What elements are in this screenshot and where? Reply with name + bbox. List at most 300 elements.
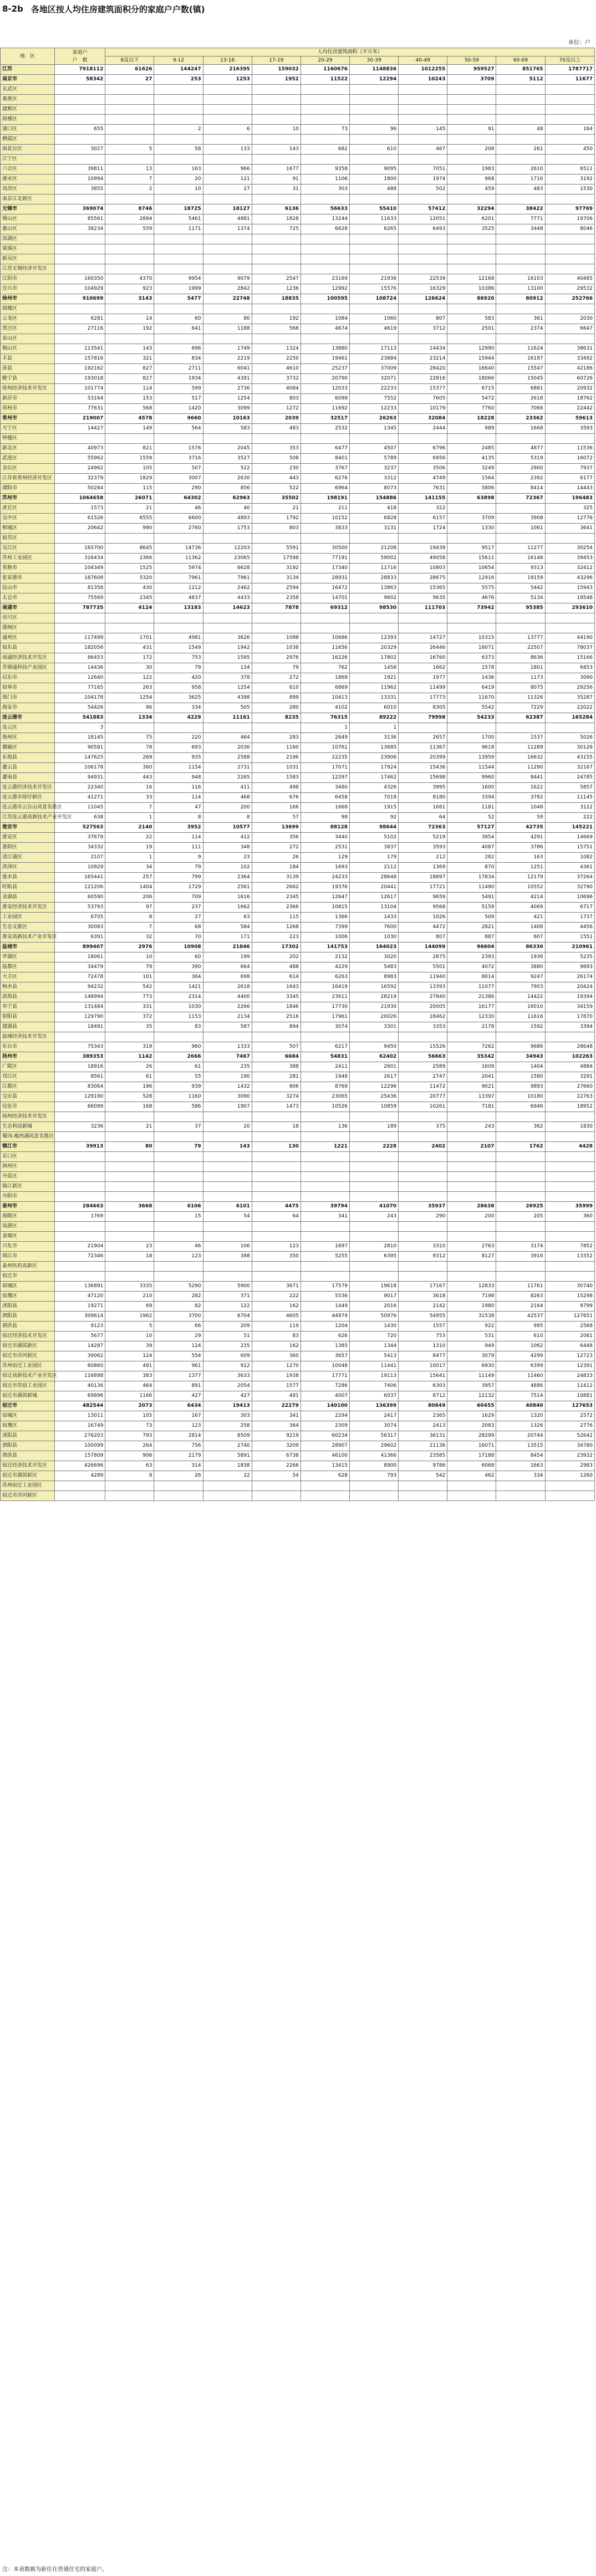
bin-cell: 10 (105, 952, 154, 962)
bin-cell: 216395 (203, 65, 252, 75)
bin-cell: 6 (203, 125, 252, 135)
bin-cell: 522 (203, 464, 252, 474)
bin-cell (154, 105, 203, 115)
bin-cell (496, 254, 545, 264)
region-name: 新吴区 (1, 254, 55, 264)
table-row (1, 843, 595, 853)
table-row (1, 244, 595, 254)
bin-cell: 887 (447, 933, 496, 943)
region-name: 鼓楼区 (1, 115, 55, 125)
bin-cell: 34 (105, 863, 154, 873)
bin-cell: 2760 (154, 524, 203, 534)
bin-cell: 16148 (496, 554, 545, 564)
bin-cell: 9660 (154, 414, 203, 424)
bin-cell: 7605 (399, 394, 447, 404)
bin-cell: 13685 (350, 743, 399, 753)
bin-cell: 48 (496, 125, 545, 135)
bin-cell: 11677 (545, 75, 594, 85)
total-cell: 129790 (54, 1012, 105, 1022)
bin-cell: 2662 (252, 883, 300, 893)
table-row (1, 1302, 595, 1312)
bin-cell: 2601 (350, 1062, 399, 1072)
bin-cell: 20790 (300, 374, 349, 384)
bin-cell: 16632 (496, 753, 545, 763)
bin-cell (545, 264, 594, 274)
bin-cell: 39453 (545, 554, 594, 564)
table-row (1, 833, 595, 843)
bin-cell: 28299 (447, 1431, 496, 1441)
bin-cell: 1221 (300, 1142, 349, 1152)
bin-cell: 15641 (399, 1371, 447, 1381)
bin-cell (300, 1032, 349, 1042)
bin-cell: 322 (399, 504, 447, 514)
bin-cell: 17721 (399, 883, 447, 893)
bin-cell: 16010 (496, 1002, 545, 1012)
bin-cell: 542 (105, 982, 154, 992)
bin-cell: 10696 (545, 893, 594, 903)
bin-cell: 2294 (300, 1411, 349, 1421)
table-row (1, 1212, 595, 1222)
bin-cell: 1433 (350, 913, 399, 923)
bin-cell: 166 (252, 803, 300, 813)
bin-cell: 20026 (350, 1012, 399, 1022)
bin-cell: 79 (154, 1142, 203, 1152)
bin-cell: 5501 (399, 962, 447, 972)
table-row (1, 982, 595, 992)
bin-cell: 26 (252, 853, 300, 863)
bin-cell: 1716 (496, 175, 545, 185)
region-name: 滨湖区 (1, 234, 55, 244)
bin-cell (154, 613, 203, 623)
bin-cell: 46 (154, 504, 203, 514)
bin-cell (154, 85, 203, 95)
region-name: 宝应县 (1, 1092, 55, 1102)
total-cell: 1064658 (54, 494, 105, 504)
bin-cell: 3131 (350, 524, 399, 534)
table-row (1, 1042, 595, 1052)
total-cell: 426696 (54, 1461, 105, 1471)
table-row (1, 1441, 595, 1451)
bin-cell: 19439 (399, 544, 447, 554)
table-row (1, 1172, 595, 1182)
bin-cell (203, 1152, 252, 1162)
bin-cell (496, 1152, 545, 1162)
bin-cell: 13515 (496, 1441, 545, 1451)
bin-cell: 82 (154, 1302, 203, 1312)
bin-cell: 6647 (545, 324, 594, 334)
bin-cell: 37264 (545, 873, 594, 883)
bin-cell: 3174 (496, 1242, 545, 1252)
bin-cell: 12916 (447, 573, 496, 583)
bin-cell: 127653 (545, 1401, 594, 1411)
bin-cell: 348 (203, 843, 252, 853)
region-name: 南通经济技术开发区 (1, 653, 55, 663)
bin-cell: 1974 (399, 175, 447, 185)
table-row (1, 65, 595, 75)
bin-cell: 3668 (105, 1202, 154, 1212)
bin-cell: 2657 (399, 733, 447, 743)
bin-cell (203, 1172, 252, 1182)
bin-cell: 37 (154, 1122, 203, 1132)
bin-cell: 208 (447, 145, 496, 155)
bin-cell (399, 1192, 447, 1202)
bin-cell (496, 135, 545, 145)
bin-cell: 6717 (545, 903, 594, 913)
bin-cell: 171 (203, 933, 252, 943)
bin-cell: 19113 (350, 1371, 399, 1381)
table-row (1, 1142, 595, 1152)
bin-cell: 209 (203, 1322, 252, 1331)
bin-cell: 2842 (203, 284, 252, 294)
bin-cell: 16197 (496, 354, 545, 364)
bin-cell: 1160 (154, 1092, 203, 1102)
bin-cell: 23932 (545, 1451, 594, 1461)
bin-cell: 1272 (252, 404, 300, 414)
bin-cell (300, 1491, 349, 1501)
bin-cell: 68 (154, 923, 203, 933)
table-row (1, 1012, 595, 1022)
bin-cell (545, 1182, 594, 1192)
table-title-text: 各地区按人均住房建筑面积分的家庭户户数(镇) (30, 4, 205, 14)
bin-cell: 375 (399, 1122, 447, 1132)
bin-cell: 412 (203, 833, 252, 843)
total-cell: 113541 (54, 344, 105, 354)
bin-cell: 6068 (447, 1461, 496, 1471)
bin-cell (154, 1152, 203, 1162)
bin-cell (105, 613, 154, 623)
bin-cell (545, 1272, 594, 1282)
bin-cell: 1333 (203, 1042, 252, 1052)
bin-cell: 1458 (350, 663, 399, 673)
table-row (1, 643, 595, 653)
bin-cell (399, 1232, 447, 1242)
bin-cell: 114 (154, 833, 203, 843)
bin-cell: 1473 (252, 1102, 300, 1112)
bin-cell: 5319 (496, 454, 545, 464)
bin-cell: 64 (399, 813, 447, 823)
bin-cell: 122 (203, 1302, 252, 1312)
bin-cell: 23362 (496, 414, 545, 424)
bin-cell: 91 (252, 175, 300, 185)
bin-cell: 6217 (300, 1042, 349, 1052)
bin-cell: 2314 (154, 992, 203, 1002)
bin-cell (300, 264, 349, 274)
bin-cell (300, 1162, 349, 1172)
bin-cell (252, 264, 300, 274)
bin-cell: 20399 (399, 753, 447, 763)
bin-cell: 2649 (300, 733, 349, 743)
bin-cell: 12617 (350, 893, 399, 903)
bin-cell: 1062 (496, 1341, 545, 1351)
region-name: 苏州市 (1, 494, 55, 504)
bin-cell (399, 155, 447, 165)
bin-cell: 280 (252, 703, 300, 713)
region-name: 邗江区 (1, 1072, 55, 1082)
table-row (1, 1192, 595, 1202)
bin-cell: 54 (203, 1212, 252, 1222)
bin-cell (545, 1172, 594, 1182)
table-row (1, 1421, 595, 1431)
bin-cell: 28648 (350, 873, 399, 883)
total-cell: 69896 (54, 1391, 105, 1401)
bin-cell (105, 194, 154, 204)
bin-cell: 8 (105, 913, 154, 923)
bin-cell (350, 534, 399, 544)
bin-cell (399, 1491, 447, 1501)
bin-cell: 7878 (252, 603, 300, 613)
bin-cell: 11460 (496, 1371, 545, 1381)
bin-cell: 3880 (496, 962, 545, 972)
bin-cell (252, 115, 300, 125)
bin-cell: 9786 (399, 1461, 447, 1471)
region-name: 镇江新区 (1, 1182, 55, 1192)
bin-cell: 1212 (154, 583, 203, 593)
region-name: 灌南县 (1, 773, 55, 783)
total-cell: 8561 (54, 1072, 105, 1082)
bin-cell: 799 (154, 873, 203, 883)
bin-cell: 1060 (350, 314, 399, 324)
bin-cell: 86920 (447, 294, 496, 304)
bin-cell (203, 1222, 252, 1232)
bin-cell: 63 (105, 1461, 154, 1471)
total-cell: 14427 (54, 424, 105, 434)
bin-cell: 1404 (105, 883, 154, 893)
region-name: 广陵区 (1, 1062, 55, 1072)
table-row (1, 364, 595, 374)
bin-cell: 6555 (105, 514, 154, 524)
table-row (1, 424, 595, 434)
table-row (1, 474, 595, 484)
bin-cell: 383 (105, 1371, 154, 1381)
region-name: 徐州经济技术开发区 (1, 384, 55, 394)
bin-cell: 9358 (300, 165, 349, 175)
bin-cell: 990 (105, 524, 154, 534)
bin-cell: 16329 (399, 284, 447, 294)
bin-cell: 6946 (496, 1102, 545, 1112)
total-cell: 81358 (54, 583, 105, 593)
bin-cell: 26925 (496, 1202, 545, 1212)
bin-cell: 6395 (350, 1252, 399, 1262)
bin-cell: 4456 (545, 923, 594, 933)
bin-cell: 32294 (447, 204, 496, 214)
bin-cell (447, 264, 496, 274)
total-cell: 482544 (54, 1401, 105, 1411)
bin-cell: 2618 (496, 394, 545, 404)
bin-cell (252, 723, 300, 733)
bin-cell: 60 (154, 314, 203, 324)
bin-cell (105, 85, 154, 95)
bin-cell: 5235 (545, 952, 594, 962)
bin-cell: 6828 (350, 514, 399, 524)
table-row (1, 1032, 595, 1042)
bin-cell (447, 85, 496, 95)
header-bin: 8及以下 (105, 57, 154, 65)
bin-cell (300, 1112, 349, 1122)
region-name: 姑苏区 (1, 534, 55, 544)
total-cell: 55962 (54, 454, 105, 464)
bin-cell: 22816 (399, 374, 447, 384)
table-row (1, 1361, 595, 1371)
bin-cell: 28931 (300, 573, 349, 583)
bin-cell: 223 (252, 933, 300, 943)
bin-cell: 75 (105, 733, 154, 743)
bin-cell: 2083 (447, 1421, 496, 1431)
bin-cell (496, 105, 545, 115)
total-cell: 117499 (54, 633, 105, 643)
bin-cell (496, 434, 545, 444)
bin-cell: 14434 (399, 344, 447, 354)
bin-cell (203, 534, 252, 544)
bin-cell: 2900 (496, 464, 545, 474)
bin-cell: 11289 (496, 743, 545, 753)
region-name: 响水县 (1, 982, 55, 992)
bin-cell: 11940 (399, 972, 447, 982)
table-row (1, 504, 595, 514)
bin-cell: 559 (105, 224, 154, 234)
bin-cell: 12992 (300, 284, 349, 294)
bin-cell: 159032 (252, 65, 300, 75)
bin-cell: 2547 (252, 274, 300, 284)
region-name: 宿豫区 (1, 1421, 55, 1431)
bin-cell: 9602 (350, 593, 399, 603)
bin-cell: 1592 (496, 1022, 545, 1032)
total-cell: 3855 (54, 185, 105, 194)
bin-cell (350, 1491, 399, 1501)
bin-cell: 11490 (447, 883, 496, 893)
bin-cell: 73942 (447, 603, 496, 613)
bin-cell: 4881 (203, 214, 252, 224)
bin-cell (447, 304, 496, 314)
bin-cell: 2666 (154, 1052, 203, 1062)
table-row (1, 773, 595, 783)
bin-cell: 220 (154, 733, 203, 743)
bin-cell: 2610 (496, 165, 545, 175)
bin-cell: 2030 (545, 314, 594, 324)
bin-cell: 6738 (252, 1451, 300, 1461)
region-name: 浦口区 (1, 125, 55, 135)
bin-cell: 98 (300, 813, 349, 823)
bin-cell: 1421 (154, 982, 203, 992)
bin-cell (252, 623, 300, 633)
bin-cell: 2444 (399, 424, 447, 434)
bin-cell (252, 304, 300, 314)
table-row (1, 743, 595, 753)
bin-cell: 1153 (154, 1012, 203, 1022)
bin-cell: 5542 (447, 703, 496, 713)
bin-cell: 8014 (447, 972, 496, 982)
bin-cell: 3139 (252, 873, 300, 883)
bin-cell: 341 (300, 1212, 349, 1222)
total-cell (54, 613, 105, 623)
bin-cell: 211 (300, 504, 349, 514)
bin-cell: 1934 (154, 374, 203, 384)
bin-cell: 168 (105, 1102, 154, 1112)
bin-cell: 10654 (447, 564, 496, 573)
bin-cell: 6010 (350, 703, 399, 713)
bin-cell: 8712 (399, 1391, 447, 1401)
bin-cell: 8414 (496, 484, 545, 494)
bin-cell: 98644 (350, 823, 399, 833)
bin-cell: 20 (154, 175, 203, 185)
bin-cell (252, 1272, 300, 1282)
region-name: 宿迁市湖滨新区 (1, 1341, 55, 1351)
bin-cell: 6964 (300, 484, 349, 494)
bin-cell: 353 (252, 444, 300, 454)
bin-cell (252, 334, 300, 344)
region-name: 武进区 (1, 454, 55, 464)
bin-cell (300, 234, 349, 244)
bin-cell (105, 1032, 154, 1042)
bin-cell: 22233 (350, 384, 399, 394)
region-name: 沛县 (1, 364, 55, 374)
bin-cell: 80 (105, 1142, 154, 1152)
region-name: 建湖县 (1, 1022, 55, 1032)
bin-cell: 34943 (496, 1052, 545, 1062)
bin-cell: 79 (105, 962, 154, 972)
bin-cell: 21 (105, 1122, 154, 1132)
bin-cell: 3712 (399, 324, 447, 334)
bin-cell: 108724 (350, 294, 399, 304)
table-row (1, 204, 595, 214)
bin-cell: 1166 (105, 1391, 154, 1401)
table-row (1, 1002, 595, 1012)
table-row (1, 1242, 595, 1252)
bin-cell: 1693 (300, 863, 349, 873)
table-row (1, 883, 595, 893)
table-row (1, 1491, 595, 1501)
bin-cell: 1436 (447, 673, 496, 683)
bin-cell: 1377 (154, 1371, 203, 1381)
bin-cell: 1148836 (350, 65, 399, 75)
bin-cell: 1762 (496, 1142, 545, 1152)
bin-cell: 7 (105, 175, 154, 185)
bin-cell: 5536 (300, 1292, 349, 1302)
bin-cell: 133 (203, 145, 252, 155)
bin-cell: 10386 (447, 284, 496, 294)
bin-cell (447, 1262, 496, 1272)
bin-cell: 44979 (300, 1312, 349, 1322)
bin-cell: 3954 (447, 833, 496, 843)
region-name: 京口区 (1, 1152, 55, 1162)
bin-cell: 165284 (545, 713, 594, 723)
bin-cell: 16640 (447, 364, 496, 374)
bin-cell: 11412 (545, 1381, 594, 1391)
bin-cell: 27 (154, 913, 203, 923)
bin-cell: 6157 (399, 514, 447, 524)
region-name: 工业园区 (1, 913, 55, 923)
bin-cell (447, 244, 496, 254)
total-cell: 72478 (54, 972, 105, 982)
bin-cell: 12132 (447, 1391, 496, 1401)
bin-cell: 164 (545, 125, 594, 135)
table-row (1, 593, 595, 603)
total-cell: 3236 (54, 1122, 105, 1132)
bin-cell (105, 1192, 154, 1202)
total-cell: 90581 (54, 743, 105, 753)
bin-cell: 1662 (399, 663, 447, 673)
bin-cell: 4102 (300, 703, 349, 713)
bin-cell (447, 1132, 496, 1142)
total-cell: 316434 (54, 554, 105, 564)
region-name: 海州区 (1, 733, 55, 743)
bin-cell: 2366 (105, 554, 154, 564)
bin-cell (203, 254, 252, 264)
table-row (1, 1152, 595, 1162)
bin-cell (545, 1481, 594, 1491)
bin-cell: 3626 (203, 633, 252, 643)
region-name: 沭阳县 (1, 1431, 55, 1441)
table-row (1, 1331, 595, 1341)
